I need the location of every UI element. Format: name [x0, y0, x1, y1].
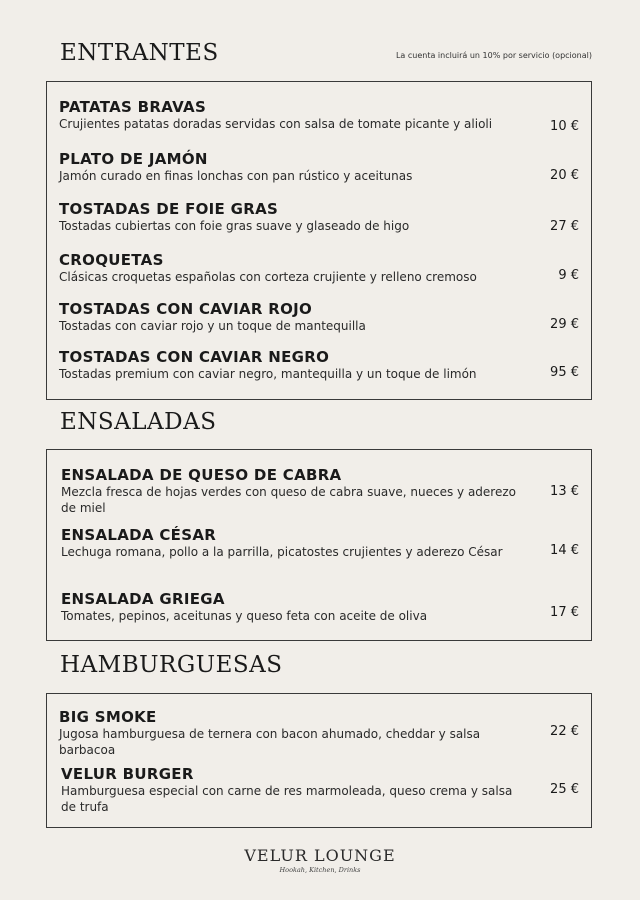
item-price: 27 €: [550, 219, 579, 234]
brand-tagline: Hookah, Kitchen, Drinks: [279, 866, 361, 874]
menu-item: [59, 98, 579, 132]
item-price: 14 €: [550, 543, 579, 558]
item-name: PATATAS BRAVAS: [59, 98, 207, 116]
item-description: Tomates, pepinos, aceitunas y queso feta con aceite de oliva: [61, 609, 428, 623]
item-name: BIG SMOKE: [59, 708, 157, 726]
menu-item: [59, 300, 579, 334]
section-title-hamburguesas: HAMBURGUESAS: [60, 652, 283, 678]
item-price: 17 €: [550, 605, 579, 620]
item-description: Mezcla fresca de hojas verdes con queso de cabra suave, nueces y aderezo de miel: [61, 485, 517, 515]
item-name: PLATO DE JAMÓN: [59, 150, 208, 168]
section-title-ensaladas: ENSALADAS: [60, 409, 217, 435]
ensaladas-box: [46, 449, 592, 641]
brand-logo: VELUR LOUNGE: [244, 846, 396, 865]
item-name: ENSALADA GRIEGA: [61, 590, 225, 608]
item-description: Tostadas premium con caviar negro, mantequilla y un toque de limón: [59, 367, 477, 381]
item-price: 29 €: [550, 317, 579, 332]
hamburguesas-box: [46, 693, 592, 828]
item-price: 20 €: [550, 168, 579, 183]
item-name: TOSTADAS CON CAVIAR NEGRO: [59, 348, 330, 366]
menu-item: [61, 466, 579, 516]
menu-item: [59, 150, 579, 184]
item-description: Jamón curado en finas lonchas con pan rústico y aceitunas: [59, 169, 413, 183]
section-title-entrantes: ENTRANTES: [60, 40, 219, 66]
item-name: TOSTADAS DE FOIE GRAS: [59, 200, 279, 218]
item-name: CROQUETAS: [59, 251, 164, 269]
item-description: Tostadas con caviar rojo y un toque de mantequilla: [59, 319, 366, 333]
item-description: Hamburguesa especial con carne de res marmoleada, queso crema y salsa de trufa: [61, 784, 513, 814]
item-name: VELUR BURGER: [61, 765, 194, 783]
item-description: Tostadas cubiertas con foie gras suave y glaseado de higo: [59, 219, 410, 233]
service-charge-note: La cuenta incluirá un 10% por servicio (opcional): [395, 51, 592, 60]
item-price: 13 €: [550, 484, 579, 499]
item-name: ENSALADA CÉSAR: [61, 526, 217, 544]
entrantes-box: [46, 81, 592, 400]
item-name: ENSALADA DE QUESO DE CABRA: [61, 466, 342, 484]
item-price: 22 €: [550, 724, 579, 739]
item-price: 10 €: [550, 119, 579, 134]
item-price: 95 €: [550, 365, 579, 380]
item-description: Crujientes patatas doradas servidas con salsa de tomate picante y alioli: [59, 117, 493, 131]
menu-item: [59, 348, 579, 382]
item-description: Jugosa hamburguesa de ternera con bacon ahumado, cheddar y salsa barbacoa: [59, 727, 481, 757]
item-name: TOSTADAS CON CAVIAR ROJO: [59, 300, 313, 318]
item-description: Lechuga romana, pollo a la parrilla, picatostes crujientes y aderezo César: [61, 545, 503, 559]
item-price: 9 €: [558, 268, 579, 283]
menu-item: [61, 590, 579, 624]
menu-item: [61, 765, 579, 815]
menu-item: [59, 200, 579, 234]
item-description: Clásicas croquetas españolas con corteza crujiente y relleno cremoso: [59, 270, 477, 284]
menu-item: [59, 708, 579, 758]
menu-item: [61, 526, 579, 560]
item-price: 25 €: [550, 782, 579, 797]
menu-item: [59, 251, 579, 285]
